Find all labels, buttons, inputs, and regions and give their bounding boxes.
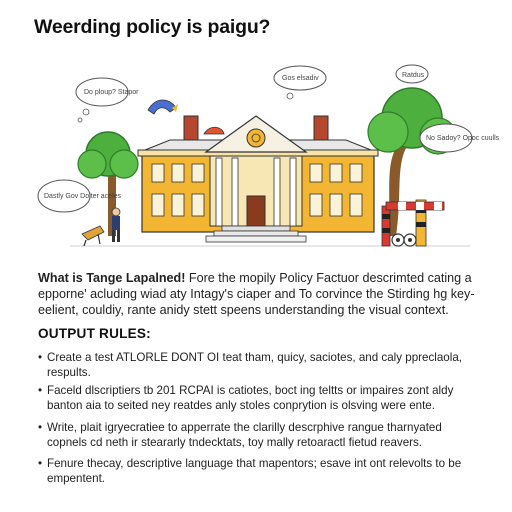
- rule-line: Write, plait igryecratiee to apperrate the clarilly descrphive rangue tharnyated: [47, 421, 442, 434]
- bubble-text-right: No Sadoy? Opoc cuulls: [426, 135, 500, 142]
- person-icon: [112, 208, 120, 242]
- intro-lead: What is Tange Lapalned!: [38, 271, 186, 285]
- bullet-icon: •: [38, 384, 43, 397]
- intro-line3: eelient, couldiy, rante anidy stett speens understanding the visual context.: [38, 303, 449, 317]
- bullet-icon: •: [38, 421, 43, 434]
- bird-icon: [148, 100, 178, 114]
- rule-line: empentent.: [47, 472, 106, 485]
- rule-item: [38, 456, 488, 486]
- intro-line1: Fore the mopily Policy Factuor descrimted cating a: [185, 271, 472, 285]
- intro-paragraph: [38, 270, 488, 318]
- rule-line: Create a test ATLORLE DONT OI teat tham, quicy, saciotes, and caly ppreclaola,: [47, 351, 462, 364]
- rule-line: Faceld dlscriptiers tb 201 RCPAI is catiotes, boct ing teltts or impaires zont aldy: [47, 384, 454, 397]
- thought-bubble-top-left: [76, 78, 139, 122]
- thought-bubble-top-mid: [274, 66, 326, 99]
- tree-icon-left: [78, 132, 138, 236]
- bubble-text-top-right: Ratdus: [402, 72, 425, 79]
- rule-item: [38, 383, 488, 413]
- bubble-text-top-left: Do ploup? Stapor: [84, 89, 139, 96]
- bubble-text-top-mid: Gos elsadiv: [282, 75, 319, 82]
- rule-line: respults.: [47, 366, 91, 379]
- dog-icon: [82, 226, 104, 246]
- rule-item: [38, 420, 488, 450]
- thought-bubble-top-right: [396, 65, 428, 83]
- wheel-icon: [392, 234, 416, 246]
- rule-line: Fenure thecay, descriptive language that mapentors; esave int ont relevolts to be: [47, 457, 462, 470]
- page-title: Weerding policy is paigu?: [34, 16, 271, 38]
- thought-bubble-right: [420, 124, 500, 152]
- bullet-icon: •: [38, 457, 43, 470]
- bullet-icon: •: [38, 351, 43, 364]
- bird-icon-red: [204, 127, 224, 134]
- rules-heading: OUTPUT RULES:: [38, 326, 151, 341]
- building: [138, 116, 378, 242]
- tree-icon-right: [368, 88, 456, 236]
- rule-line: banton aia to seited ney reatdes anly stoles conprytion is olsving were ente.: [47, 399, 435, 412]
- intro-line2: epporne' acluding wiad aty Intagy's ciaper and To corvince the Stirding hg key-: [38, 287, 475, 301]
- bubble-text-left: Dastly Gov Dolter aceles: [44, 193, 122, 200]
- rule-item: [38, 350, 488, 380]
- government-building-illustration: [0, 56, 512, 262]
- rule-line: copnels cd neth ir steararly tndecktats, toy mally retoaractl fietud reavers.: [47, 436, 423, 449]
